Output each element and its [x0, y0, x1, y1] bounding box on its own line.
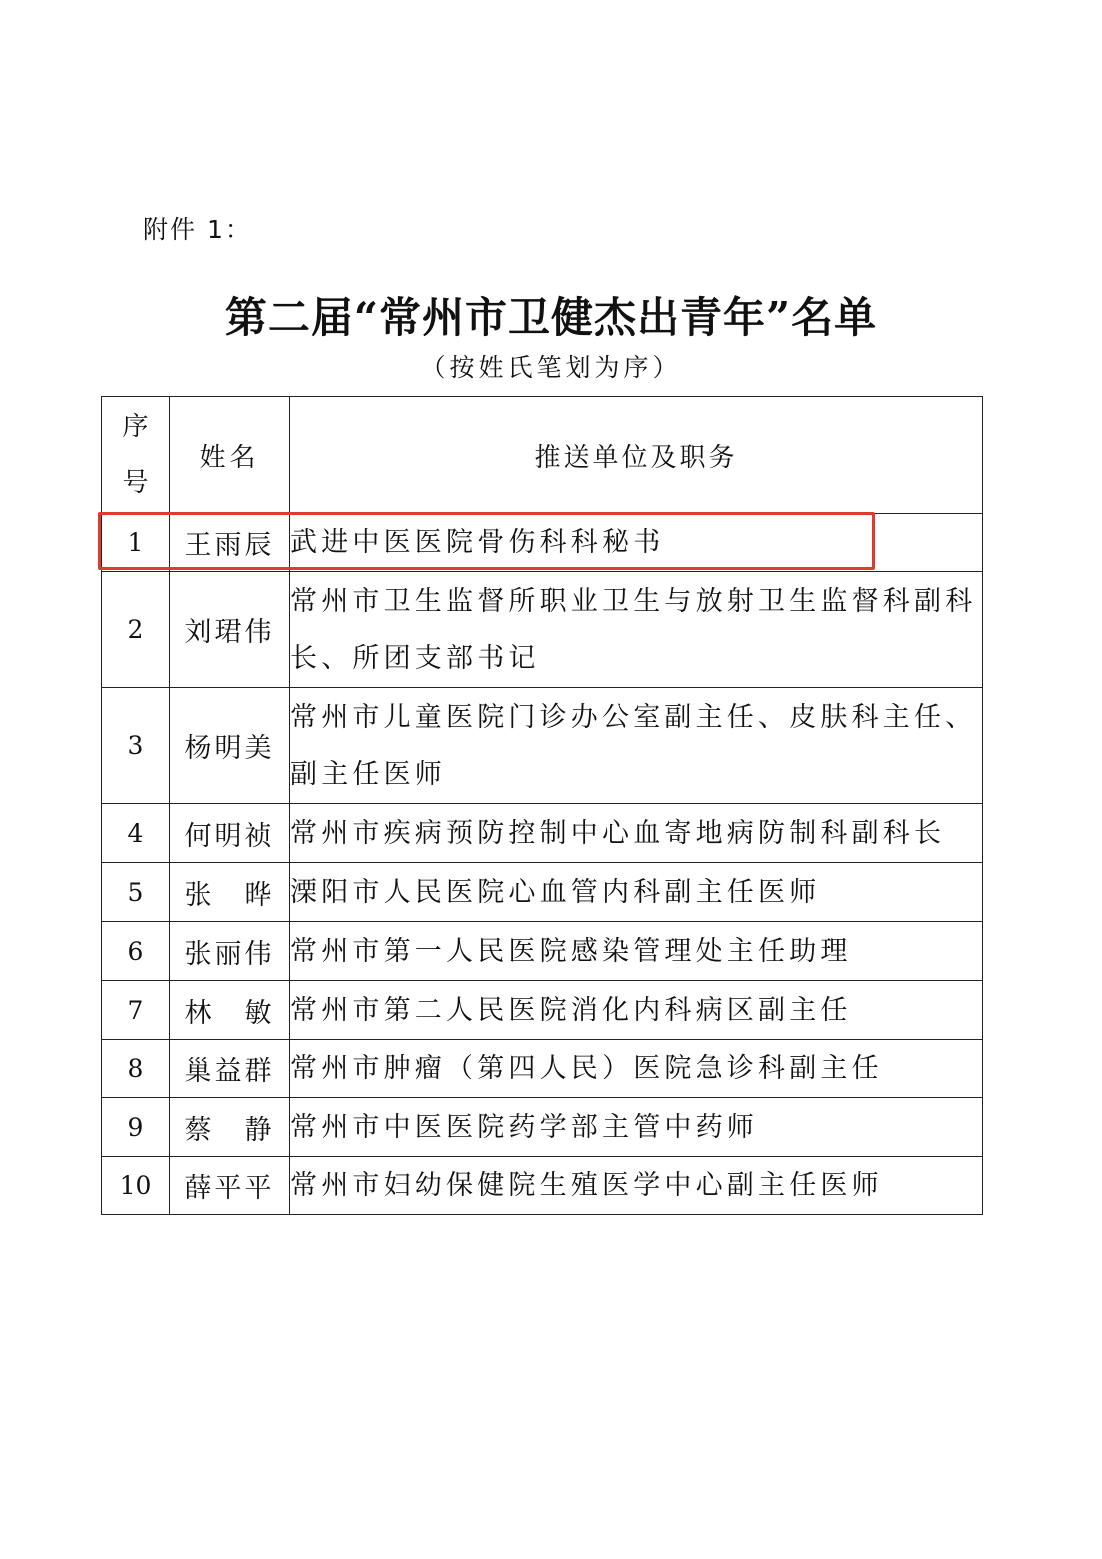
table-row — [102, 1040, 983, 1098]
row-seq: 10 — [102, 1157, 170, 1215]
row-name: 林 敏 — [170, 981, 290, 1040]
row-unit: 常州市中医医院药学部主管中药师 — [290, 1098, 983, 1157]
header-name: 姓名 — [170, 397, 290, 514]
row-name: 杨明美 — [170, 688, 290, 804]
row-seq: 3 — [102, 688, 170, 804]
table-row — [102, 688, 983, 804]
row-seq: 9 — [102, 1098, 170, 1157]
row-seq: 7 — [102, 981, 170, 1040]
row-unit: 常州市儿童医院门诊办公室副主任、皮肤科主任、副主任医师 — [290, 688, 983, 804]
table-row — [102, 922, 983, 981]
row-unit: 常州市妇幼保健院生殖医学中心副主任医师 — [290, 1157, 983, 1215]
table-row — [102, 1098, 983, 1157]
row-seq: 5 — [102, 863, 170, 922]
table-row — [102, 1157, 983, 1215]
row-seq: 8 — [102, 1040, 170, 1098]
row-name: 王雨辰 — [170, 514, 290, 572]
table-row — [102, 981, 983, 1040]
row-name: 刘珺伟 — [170, 572, 290, 688]
document-subtitle: （按姓氏笔划为序） — [420, 353, 682, 382]
row-unit: 常州市疾病预防控制中心血寄地病防制科副科长 — [290, 804, 983, 863]
table-row — [102, 863, 983, 922]
row-name: 张丽伟 — [170, 922, 290, 981]
header-seq — [102, 397, 170, 514]
header-seq-top: 序 — [122, 412, 149, 442]
header-row — [102, 397, 983, 514]
table-row — [102, 514, 983, 572]
document-title: 第二届“常州市卫健杰出青年”名单 — [224, 293, 878, 342]
row-name: 张 晔 — [170, 863, 290, 922]
table-row — [102, 572, 983, 688]
row-unit: 武进中医医院骨伤科科秘书 — [290, 514, 983, 572]
row-name: 巢益群 — [170, 1040, 290, 1098]
header-seq-bottom: 号 — [122, 468, 149, 498]
row-name: 何明祯 — [170, 804, 290, 863]
row-unit: 常州市卫生监督所职业卫生与放射卫生监督科副科长、所团支部书记 — [290, 572, 983, 688]
row-seq: 1 — [102, 514, 170, 572]
row-unit: 溧阳市人民医院心血管内科副主任医师 — [290, 863, 983, 922]
table-row — [102, 804, 983, 863]
roster-table — [101, 396, 983, 1215]
row-unit: 常州市第一人民医院感染管理处主任助理 — [290, 922, 983, 981]
row-name: 蔡 静 — [170, 1098, 290, 1157]
row-unit: 常州市肿瘤（第四人民）医院急诊科副主任 — [290, 1040, 983, 1098]
header-unit: 推送单位及职务 — [290, 397, 983, 514]
row-seq: 2 — [102, 572, 170, 688]
row-seq: 4 — [102, 804, 170, 863]
attachment-label: 附件 1： — [143, 215, 252, 244]
row-unit: 常州市第二人民医院消化内科病区副主任 — [290, 981, 983, 1040]
row-seq: 6 — [102, 922, 170, 981]
row-name: 薛平平 — [170, 1157, 290, 1215]
